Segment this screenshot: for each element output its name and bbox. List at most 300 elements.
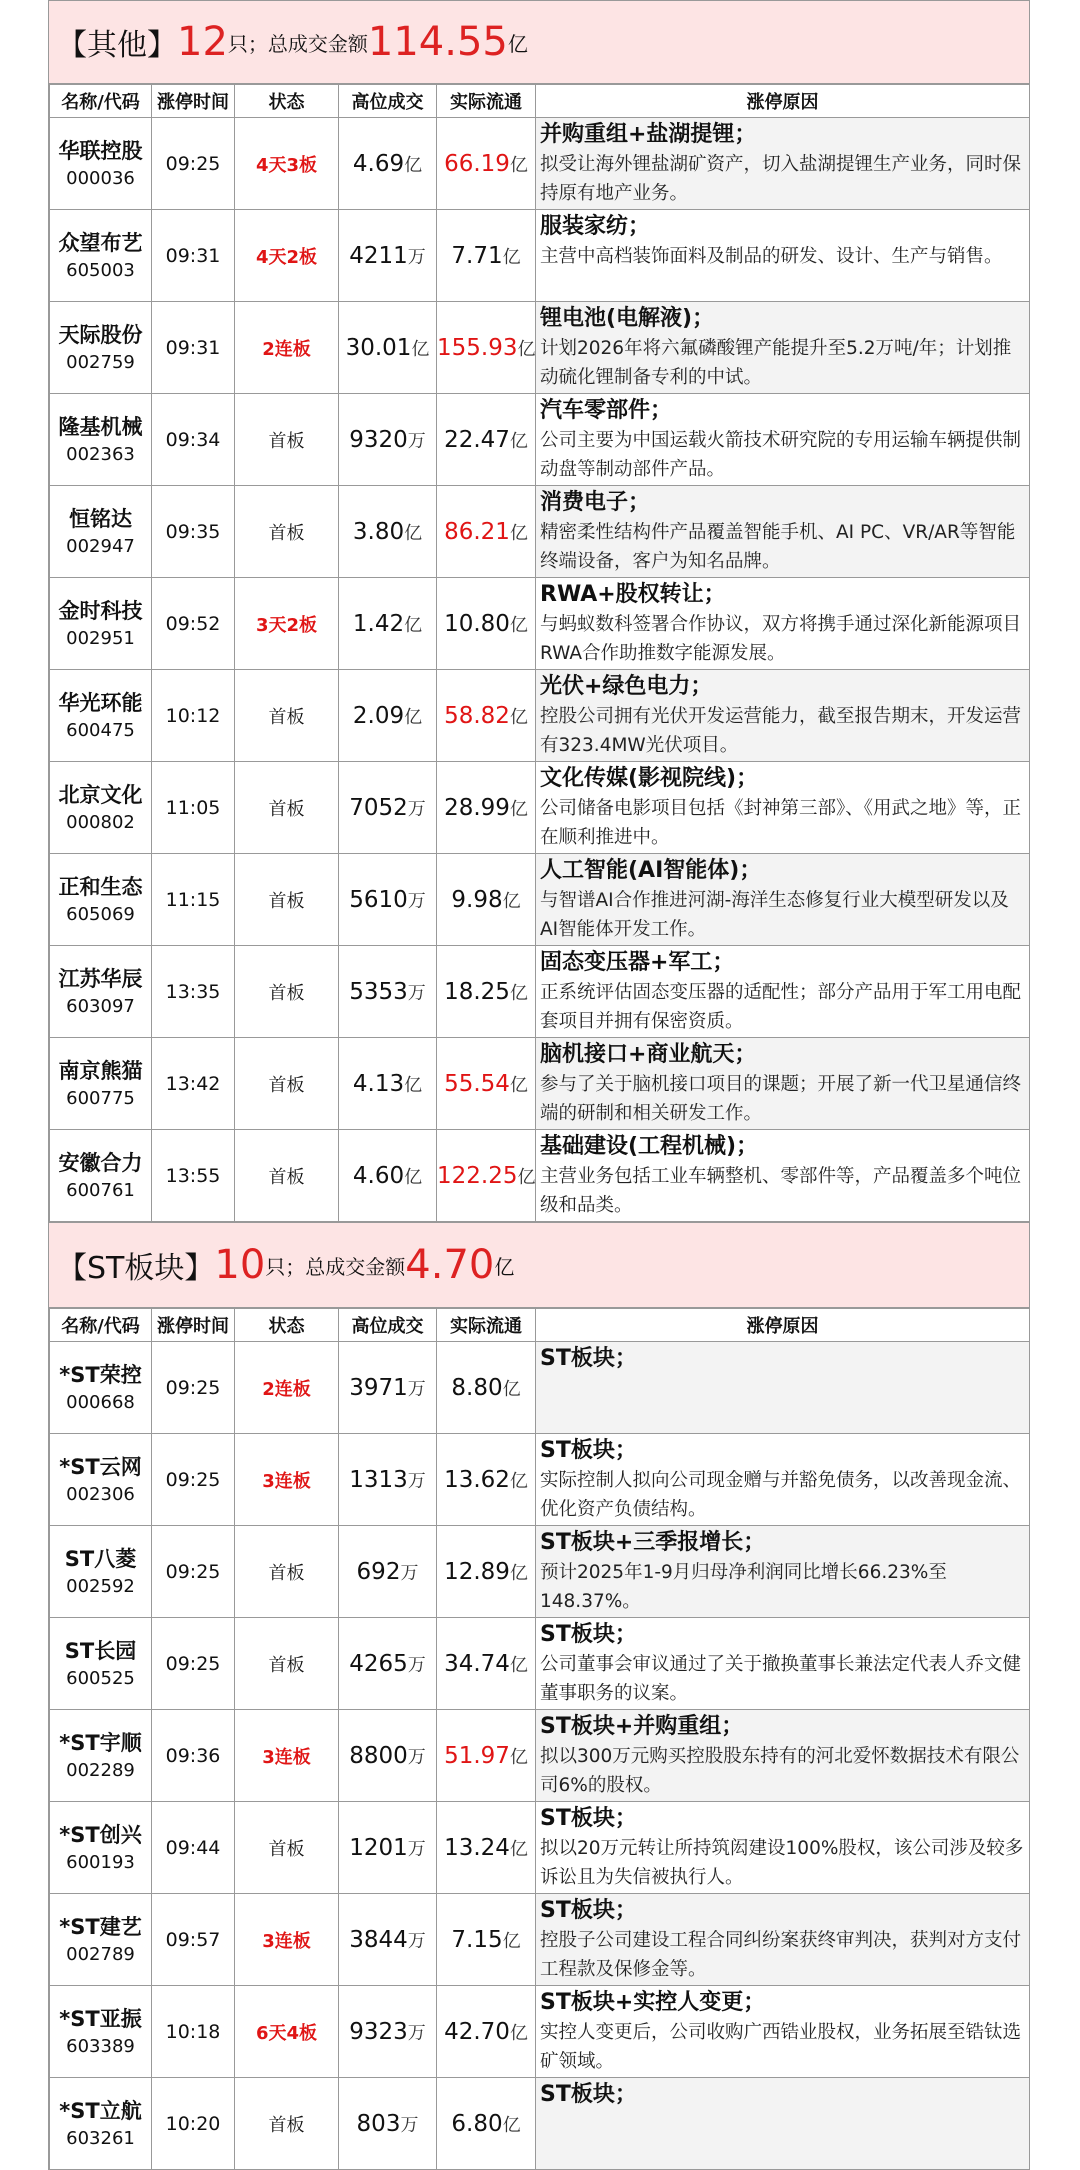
reason-desc: 精密柔性结构件产品覆盖智能手机、AI PC、VR/AR等智能终端设备，客户为知名品牌。 — [540, 522, 1016, 572]
board-status: 2连板 — [235, 1342, 339, 1434]
reason-title: ST板块； — [540, 1622, 637, 1647]
float-cap-unit: 亿 — [509, 154, 528, 176]
board-status: 首板 — [235, 762, 339, 854]
float-cap: 13.24 — [444, 1834, 510, 1861]
reason-cell — [536, 1802, 1030, 1894]
header-name: 名称/代码 — [50, 85, 152, 118]
stock-code: 002759 — [66, 351, 135, 373]
limit-up-time: 09:25 — [152, 1434, 235, 1526]
reason-cell — [536, 1986, 1030, 2078]
reason-title: ST板块； — [540, 1806, 637, 1831]
board-status: 首板 — [235, 1802, 339, 1894]
float-cap-unit: 亿 — [509, 2022, 528, 2044]
float-cap-unit: 亿 — [509, 1562, 528, 1584]
float-cap: 42.70 — [444, 2018, 510, 2045]
stock-code: 002951 — [66, 627, 135, 649]
table-row — [50, 854, 1030, 946]
high-turnover-unit: 万 — [407, 1470, 426, 1492]
table-row — [50, 1434, 1030, 1526]
table-row — [50, 946, 1030, 1038]
header-reason: 涨停原因 — [536, 85, 1030, 118]
high-turnover: 803 — [356, 2110, 401, 2137]
stock-name-cell — [50, 1894, 152, 1986]
board-status: 首板 — [235, 394, 339, 486]
stock-code: 000668 — [66, 1391, 135, 1413]
high-turnover-cell — [339, 1038, 437, 1130]
stock-name: ST八菱 — [64, 1546, 137, 1571]
stock-name-cell — [50, 670, 152, 762]
limit-up-time: 09:25 — [152, 1526, 235, 1618]
reason-desc: 公司主要为中国运载火箭技术研究院的专用运输车辆提供制动盘等制动部件产品。 — [540, 430, 1022, 480]
float-cap: 10.80 — [444, 610, 510, 637]
reason-cell — [536, 1894, 1030, 1986]
high-turnover-cell — [339, 486, 437, 578]
float-cap-unit: 亿 — [509, 706, 528, 728]
high-turnover-cell — [339, 670, 437, 762]
high-turnover-unit: 万 — [400, 1562, 419, 1584]
float-cap-cell — [437, 762, 536, 854]
high-turnover: 1313 — [349, 1466, 408, 1493]
high-turnover-unit: 亿 — [404, 706, 423, 728]
float-cap-cell — [437, 1038, 536, 1130]
float-cap-cell — [437, 210, 536, 302]
float-cap-unit: 亿 — [502, 246, 521, 268]
float-cap: 28.99 — [444, 794, 510, 821]
reason-cell — [536, 670, 1030, 762]
stock-table-other — [49, 84, 1030, 1222]
limit-up-time: 09:31 — [152, 210, 235, 302]
header-status: 状态 — [235, 1309, 339, 1342]
table-row — [50, 578, 1030, 670]
high-turnover-unit: 万 — [407, 1746, 426, 1768]
stock-name-cell — [50, 578, 152, 670]
limit-up-time: 09:35 — [152, 486, 235, 578]
stock-name-cell — [50, 1986, 152, 2078]
stock-name: *ST荣控 — [59, 1362, 142, 1387]
stock-name-cell — [50, 946, 152, 1038]
reason-title: ST板块； — [540, 1346, 637, 1371]
board-status: 3连板 — [235, 1710, 339, 1802]
stock-name: 南京熊猫 — [58, 1058, 143, 1083]
high-turnover: 4211 — [349, 242, 408, 269]
high-turnover: 4265 — [349, 1650, 408, 1677]
reason-title: 汽车零部件； — [540, 398, 673, 423]
table-row — [50, 1526, 1030, 1618]
table-row — [50, 302, 1030, 394]
high-turnover-unit: 万 — [407, 1838, 426, 1860]
reason-title: ST板块； — [540, 1898, 637, 1923]
table-row — [50, 762, 1030, 854]
high-turnover-cell — [339, 210, 437, 302]
high-turnover: 8800 — [349, 1742, 408, 1769]
high-turnover-cell — [339, 302, 437, 394]
reason-desc: 参与了关于脑机接口项目的课题；开展了新一代卫星通信终端的研制和相关研发工作。 — [540, 1074, 1022, 1124]
float-cap-cell — [437, 946, 536, 1038]
float-cap-unit: 亿 — [509, 1074, 528, 1096]
float-cap: 86.21 — [444, 518, 510, 545]
float-cap-cell — [437, 1986, 536, 2078]
high-turnover-unit: 亿 — [404, 1166, 423, 1188]
stock-count-unit: 只； — [265, 1254, 306, 1279]
reason-cell — [536, 2078, 1030, 2170]
reason-title: 脑机接口+商业航天； — [540, 1042, 757, 1067]
high-turnover-cell — [339, 1130, 437, 1222]
table-row — [50, 1038, 1030, 1130]
reason-cell — [536, 854, 1030, 946]
high-turnover: 1201 — [349, 1834, 408, 1861]
float-cap-unit: 亿 — [502, 2114, 521, 2136]
stock-name-cell — [50, 762, 152, 854]
board-status: 3连板 — [235, 1434, 339, 1526]
section-header-st — [49, 1222, 1029, 1308]
float-cap: 22.47 — [444, 426, 510, 453]
reason-cell — [536, 578, 1030, 670]
stock-code: 002289 — [66, 1759, 135, 1781]
high-turnover: 9320 — [349, 426, 408, 453]
high-turnover: 30.01 — [345, 334, 412, 361]
reason-cell — [536, 1526, 1030, 1618]
float-cap-unit: 亿 — [509, 1746, 528, 1768]
total-amount-label: 总成交金额 — [267, 31, 368, 56]
float-cap: 58.82 — [444, 702, 510, 729]
float-cap-cell — [437, 1434, 536, 1526]
high-turnover-unit: 万 — [407, 982, 426, 1004]
high-turnover-cell — [339, 1986, 437, 2078]
high-turnover: 9323 — [349, 2018, 408, 2045]
stock-name-cell — [50, 394, 152, 486]
stock-code: 600475 — [66, 719, 135, 741]
float-cap-cell — [437, 1710, 536, 1802]
float-cap-cell — [437, 1130, 536, 1222]
float-cap: 6.80 — [451, 2110, 503, 2137]
high-turnover-cell — [339, 1802, 437, 1894]
header-status: 状态 — [235, 85, 339, 118]
reason-title: 锂电池(电解液)； — [540, 306, 715, 331]
stock-name-cell — [50, 1434, 152, 1526]
board-status: 首板 — [235, 946, 339, 1038]
high-turnover-unit: 亿 — [404, 614, 423, 636]
limit-up-time: 13:55 — [152, 1130, 235, 1222]
limit-up-time: 11:15 — [152, 854, 235, 946]
limit-up-time: 13:42 — [152, 1038, 235, 1130]
float-cap-unit: 亿 — [509, 522, 528, 544]
reason-desc: 控股子公司建设工程合同纠纷案获终审判决，获判对方支付工程款及保修金等。 — [540, 1930, 1022, 1980]
float-cap-cell — [437, 578, 536, 670]
stock-code: 605003 — [66, 259, 135, 281]
float-cap-cell — [437, 2078, 536, 2170]
board-status: 6天4板 — [235, 1986, 339, 2078]
stock-code: 600193 — [66, 1851, 135, 1873]
board-status: 首板 — [235, 1038, 339, 1130]
float-cap-cell — [437, 1894, 536, 1986]
limit-up-time: 09:25 — [152, 1342, 235, 1434]
stock-name: *ST宇顺 — [59, 1730, 142, 1755]
limit-up-time: 13:35 — [152, 946, 235, 1038]
reason-title: 人工智能(AI智能体)； — [540, 858, 762, 883]
limit-up-time: 09:44 — [152, 1802, 235, 1894]
total-amount: 4.70 — [405, 1242, 495, 1288]
table-row — [50, 1342, 1030, 1434]
high-turnover: 3844 — [349, 1926, 408, 1953]
reason-cell — [536, 394, 1030, 486]
board-status: 4天2板 — [235, 210, 339, 302]
total-amount: 114.55 — [367, 19, 508, 65]
high-turnover-unit: 亿 — [404, 522, 423, 544]
high-turnover-cell — [339, 2078, 437, 2170]
float-cap-unit: 亿 — [509, 1470, 528, 1492]
stock-name: 江苏华辰 — [58, 966, 143, 991]
stock-name: 安徽合力 — [58, 1150, 143, 1175]
float-cap-unit: 亿 — [517, 338, 536, 360]
reason-title: 消费电子； — [540, 490, 651, 515]
header-time: 涨停时间 — [152, 1309, 235, 1342]
float-cap-unit: 亿 — [509, 1838, 528, 1860]
limit-up-time: 11:05 — [152, 762, 235, 854]
high-turnover-cell — [339, 762, 437, 854]
stock-code: 002789 — [66, 1943, 135, 1965]
stock-code: 002947 — [66, 535, 135, 557]
stock-code: 605069 — [66, 903, 135, 925]
high-turnover-cell — [339, 1618, 437, 1710]
limit-up-time: 09:34 — [152, 394, 235, 486]
stock-code: 000802 — [66, 811, 135, 833]
high-turnover-cell — [339, 1342, 437, 1434]
board-status: 2连板 — [235, 302, 339, 394]
float-cap: 12.89 — [444, 1558, 510, 1585]
stock-name-cell — [50, 1130, 152, 1222]
total-amount-unit: 亿 — [507, 31, 528, 56]
stock-name: *ST建艺 — [59, 1914, 142, 1939]
reason-cell — [536, 302, 1030, 394]
high-turnover: 4.69 — [352, 150, 405, 177]
float-cap-unit: 亿 — [509, 430, 528, 452]
high-turnover-unit: 万 — [407, 1930, 426, 1952]
high-turnover-cell — [339, 1894, 437, 1986]
stock-name: 恒铭达 — [69, 506, 132, 531]
stock-name-cell — [50, 118, 152, 210]
high-turnover: 3971 — [349, 1374, 408, 1401]
reason-title: 固态变压器+军工； — [540, 950, 735, 975]
stock-name: 正和生态 — [58, 874, 143, 899]
float-cap: 122.25 — [437, 1162, 518, 1189]
high-turnover: 5353 — [349, 978, 408, 1005]
reason-desc: 主营中高档装饰面料及制品的研发、设计、生产与销售。 — [540, 246, 1003, 267]
limit-up-time: 09:36 — [152, 1710, 235, 1802]
stock-count: 10 — [214, 1242, 266, 1288]
table-row — [50, 1986, 1030, 2078]
float-cap: 55.54 — [444, 1070, 510, 1097]
reason-desc: 实控人变更后，公司收购广西锆业股权，业务拓展至锆钛选矿领域。 — [540, 2022, 1022, 2072]
reason-desc: 主营业务包括工业车辆整机、零部件等，产品覆盖多个吨位级和品类。 — [540, 1166, 1022, 1216]
high-turnover: 1.42 — [352, 610, 405, 637]
float-cap-cell — [437, 1526, 536, 1618]
stock-name: *ST亚振 — [59, 2006, 142, 2031]
stock-name: *ST云网 — [59, 1454, 142, 1479]
table-row — [50, 2078, 1030, 2170]
table-row — [50, 1802, 1030, 1894]
stock-name: 华光环能 — [58, 690, 143, 715]
high-turnover-unit: 万 — [407, 1378, 426, 1400]
float-cap: 8.80 — [451, 1374, 503, 1401]
limit-up-time: 09:25 — [152, 1618, 235, 1710]
reason-cell — [536, 1434, 1030, 1526]
header-reason: 涨停原因 — [536, 1309, 1030, 1342]
high-turnover-cell — [339, 854, 437, 946]
reason-desc: 计划2026年将六氟磷酸锂产能提升至5.2万吨/年；计划推动硫化锂制备专利的中试。 — [540, 338, 1012, 388]
header-time: 涨停时间 — [152, 85, 235, 118]
stock-name-cell — [50, 210, 152, 302]
stock-code: 600761 — [66, 1179, 135, 1201]
high-turnover: 692 — [356, 1558, 401, 1585]
high-turnover-cell — [339, 394, 437, 486]
float-cap: 155.93 — [437, 334, 518, 361]
reason-title: ST板块； — [540, 1438, 637, 1463]
high-turnover-cell — [339, 1434, 437, 1526]
reason-cell — [536, 762, 1030, 854]
stock-count: 12 — [177, 19, 228, 65]
stock-table-st — [49, 1308, 1030, 2170]
reason-title: 服装家纺； — [540, 214, 651, 239]
section-title: 【ST板块】 — [57, 1251, 215, 1286]
stock-name: *ST创兴 — [59, 1822, 142, 1847]
header-float: 实际流通 — [437, 85, 536, 118]
stock-name-cell — [50, 2078, 152, 2170]
reason-cell — [536, 1710, 1030, 1802]
reason-desc: 与智谱AI合作推进河湖-海洋生态修复行业大模型研发以及AI智能体开发工作。 — [540, 890, 1009, 940]
float-cap: 7.15 — [451, 1926, 503, 1953]
total-amount-unit: 亿 — [494, 1254, 515, 1279]
reason-cell — [536, 118, 1030, 210]
high-turnover-unit: 亿 — [404, 1074, 423, 1096]
board-status: 首板 — [235, 1130, 339, 1222]
float-cap-cell — [437, 854, 536, 946]
total-amount-label: 总成交金额 — [305, 1254, 406, 1279]
high-turnover-unit: 万 — [407, 890, 426, 912]
table-row — [50, 394, 1030, 486]
high-turnover: 2.09 — [352, 702, 405, 729]
limit-up-time: 09:31 — [152, 302, 235, 394]
board-status: 首板 — [235, 1526, 339, 1618]
board-status: 首板 — [235, 854, 339, 946]
board-status: 首板 — [235, 2078, 339, 2170]
stock-name: 华联控股 — [58, 138, 143, 163]
float-cap-cell — [437, 1802, 536, 1894]
high-turnover: 4.13 — [352, 1070, 405, 1097]
board-status: 首板 — [235, 670, 339, 762]
reason-desc: 与蚂蚁数科签署合作协议，双方将携手通过深化新能源项目RWA合作助推数字能源发展。 — [540, 614, 1022, 664]
limit-up-time: 10:12 — [152, 670, 235, 762]
float-cap-unit: 亿 — [509, 982, 528, 1004]
stock-name: ST长园 — [64, 1638, 137, 1663]
float-cap-cell — [437, 486, 536, 578]
float-cap: 34.74 — [444, 1650, 510, 1677]
high-turnover-cell — [339, 578, 437, 670]
reason-cell — [536, 1342, 1030, 1434]
stock-code: 603389 — [66, 2035, 135, 2057]
high-turnover-cell — [339, 1526, 437, 1618]
reason-title: 并购重组+盐湖提锂； — [540, 122, 757, 147]
table-header — [50, 1309, 1030, 1342]
table-row — [50, 486, 1030, 578]
section-header-other — [49, 0, 1029, 84]
high-turnover-unit: 万 — [407, 246, 426, 268]
high-turnover-unit: 万 — [407, 798, 426, 820]
high-turnover-cell — [339, 946, 437, 1038]
board-status: 3连板 — [235, 1894, 339, 1986]
stock-name-cell — [50, 1618, 152, 1710]
reason-cell — [536, 486, 1030, 578]
reason-cell — [536, 210, 1030, 302]
table-row — [50, 670, 1030, 762]
section-title: 【其他】 — [57, 28, 177, 63]
stock-name-cell — [50, 1342, 152, 1434]
stock-code: 600525 — [66, 1667, 135, 1689]
reason-desc: 公司董事会审议通过了关于撤换董事长兼法定代表人乔文健董事职务的议案。 — [540, 1654, 1022, 1704]
high-turnover-unit: 亿 — [404, 154, 423, 176]
stock-code: 002363 — [66, 443, 135, 465]
stock-code: 000036 — [66, 167, 135, 189]
header-float: 实际流通 — [437, 1309, 536, 1342]
stock-name: *ST立航 — [59, 2098, 142, 2123]
high-turnover-cell — [339, 118, 437, 210]
stock-name-cell — [50, 1802, 152, 1894]
reason-desc: 控股公司拥有光伏开发运营能力，截至报告期末，开发运营有323.4MW光伏项目。 — [540, 706, 1022, 756]
stock-name: 众望布艺 — [58, 230, 143, 255]
stock-name: 金时科技 — [58, 598, 143, 623]
limit-up-time: 09:25 — [152, 118, 235, 210]
board-status: 4天3板 — [235, 118, 339, 210]
board-status: 首板 — [235, 486, 339, 578]
stock-name: 北京文化 — [58, 782, 143, 807]
header-high: 高位成交 — [339, 85, 437, 118]
header-high: 高位成交 — [339, 1309, 437, 1342]
float-cap-cell — [437, 1342, 536, 1434]
reason-title: 光伏+绿色电力； — [540, 674, 713, 699]
reason-cell — [536, 1130, 1030, 1222]
float-cap: 9.98 — [451, 886, 503, 913]
header-name: 名称/代码 — [50, 1309, 152, 1342]
limit-up-time: 10:20 — [152, 2078, 235, 2170]
high-turnover: 3.80 — [352, 518, 405, 545]
reason-desc: 预计2025年1-9月归母净利润同比增长66.23%至148.37%。 — [540, 1562, 947, 1612]
reason-cell — [536, 1618, 1030, 1710]
table-row — [50, 1894, 1030, 1986]
stock-code: 603261 — [66, 2127, 135, 2149]
reason-title: RWA+股权转让； — [540, 582, 726, 607]
float-cap-unit: 亿 — [502, 1378, 521, 1400]
float-cap: 18.25 — [444, 978, 510, 1005]
stock-code: 600775 — [66, 1087, 135, 1109]
reason-title: 基础建设(工程机械)； — [540, 1134, 759, 1159]
board-status: 3天2板 — [235, 578, 339, 670]
float-cap: 13.62 — [444, 1466, 510, 1493]
stock-name-cell — [50, 1526, 152, 1618]
stock-name-cell — [50, 486, 152, 578]
stock-code: 603097 — [66, 995, 135, 1017]
reason-desc: 正系统评估固态变压器的适配性；部分产品用于军工用电配套项目并拥有保密资质。 — [540, 982, 1022, 1032]
reason-desc: 实际控制人拟向公司现金赠与并豁免债务，以改善现金流、优化资产负债结构。 — [540, 1470, 1022, 1520]
limit-up-time: 09:57 — [152, 1894, 235, 1986]
reason-cell — [536, 946, 1030, 1038]
float-cap: 7.71 — [451, 242, 503, 269]
high-turnover: 5610 — [349, 886, 408, 913]
table-row — [50, 1618, 1030, 1710]
float-cap: 51.97 — [444, 1742, 510, 1769]
high-turnover: 7052 — [349, 794, 408, 821]
stock-code: 002306 — [66, 1483, 135, 1505]
reason-title: ST板块+实控人变更； — [540, 1990, 766, 2015]
limit-up-time: 10:18 — [152, 1986, 235, 2078]
